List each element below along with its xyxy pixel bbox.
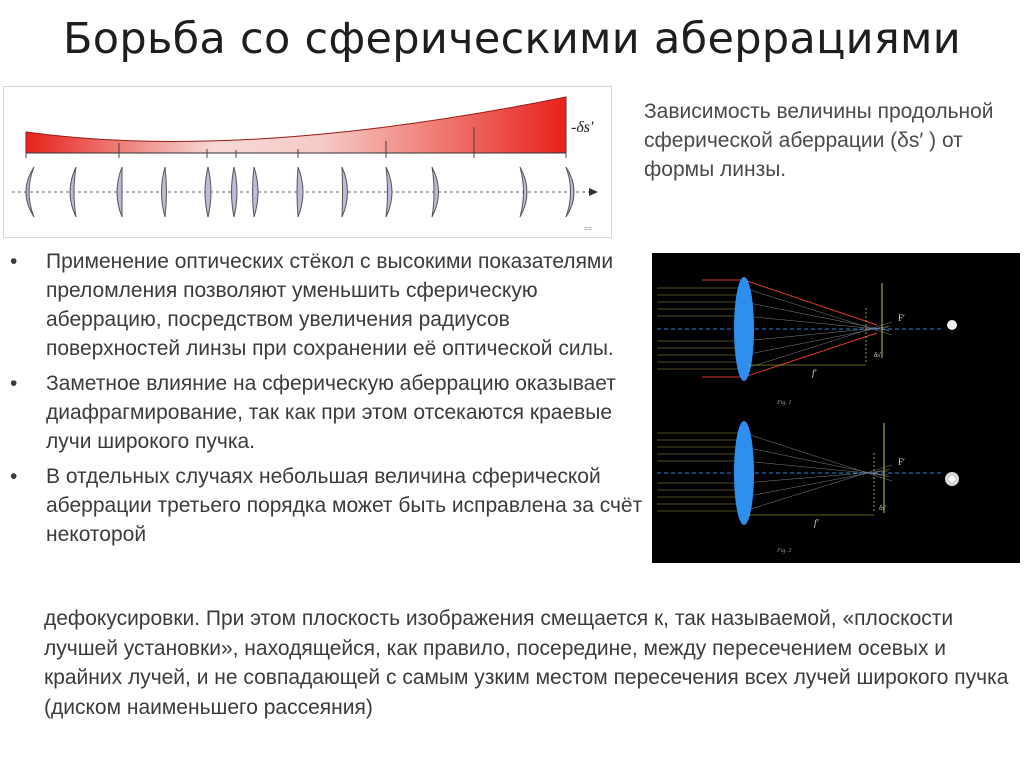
bullet-marker: • — [10, 250, 18, 273]
fig-label-1: Fig. 1 — [777, 400, 792, 406]
bullet-continuation-text: дефокусировки. При этом плоскость изображения смещается к, так называемой, «плоскости лучшей установки», находящейся, как правило, посередине, между пересечением осевых и крайних лучей, и не совпадающей с самым узким местом пересечения всех лучей широкого пучка (диском наименьшего рассеяния) — [44, 607, 1009, 719]
bullet-marker: • — [10, 372, 18, 395]
bullet-text: Заметное влияние на сферическую аберрацию оказывает диафрагмирование, так как при этом отсекаются краевые лучи широкого пучка. — [46, 372, 616, 453]
focal-length-label-fig2: f′ — [814, 518, 819, 528]
focus-label-fig1: F′ — [898, 313, 905, 323]
lens-shape-4 — [162, 167, 167, 217]
spot-icon-fig1 — [947, 320, 957, 330]
lens-shape-9 — [342, 167, 348, 217]
bullet-item-aperture — [8, 369, 648, 456]
slide-title: Борьба со сферическими аберрациями — [62, 14, 962, 64]
lens-shape-13 — [566, 167, 574, 217]
aberration-curve-band — [26, 97, 566, 153]
lens-shape-7 — [253, 167, 259, 217]
bullet-text: В отдельных случаях небольшая величина сферической аберрации третьего порядка может быть исправлена за счёт некоторой — [46, 465, 643, 546]
fig-label-2: Fig. 2 — [777, 548, 792, 554]
lens-shape-5 — [205, 167, 211, 217]
lens-icon-fig1 — [734, 277, 754, 381]
bullet-item-defocus — [8, 462, 648, 549]
lens-shape-3 — [117, 167, 122, 217]
bullet-list — [8, 247, 648, 555]
delta-label-fig2: δs′ — [879, 504, 887, 512]
bullet-marker: • — [10, 465, 18, 488]
bullet-text: Применение оптических стёкол с высокими показателями преломления позволяют уменьшить сферическую аберрацию, посредством увеличения радиусов поверхностей линзы при сохранении её оптической силы. — [46, 250, 614, 360]
aberration-lens-shape-figure — [3, 86, 612, 238]
lens-shape-12 — [520, 167, 527, 217]
axis-label-delta-s: -δs′ — [571, 119, 594, 136]
lens-shape-2 — [70, 167, 76, 217]
focus-label-fig2: F′ — [898, 457, 905, 467]
delta-label-fig1: δs′ — [874, 351, 882, 359]
lens-shape-8 — [297, 167, 303, 217]
lens-icon-fig2 — [734, 421, 754, 525]
lens-shape-6 — [232, 167, 238, 217]
figure-caption: Зависимость величины продольной сферической аберрации (δs′ ) от формы линзы. — [644, 100, 994, 181]
axis-arrow-icon — [589, 188, 598, 196]
focal-length-label-fig1: f′ — [812, 368, 817, 378]
ray-diagram-figure — [652, 253, 1020, 563]
corner-mark: == — [584, 226, 593, 233]
bullet-item-glass — [8, 247, 648, 363]
